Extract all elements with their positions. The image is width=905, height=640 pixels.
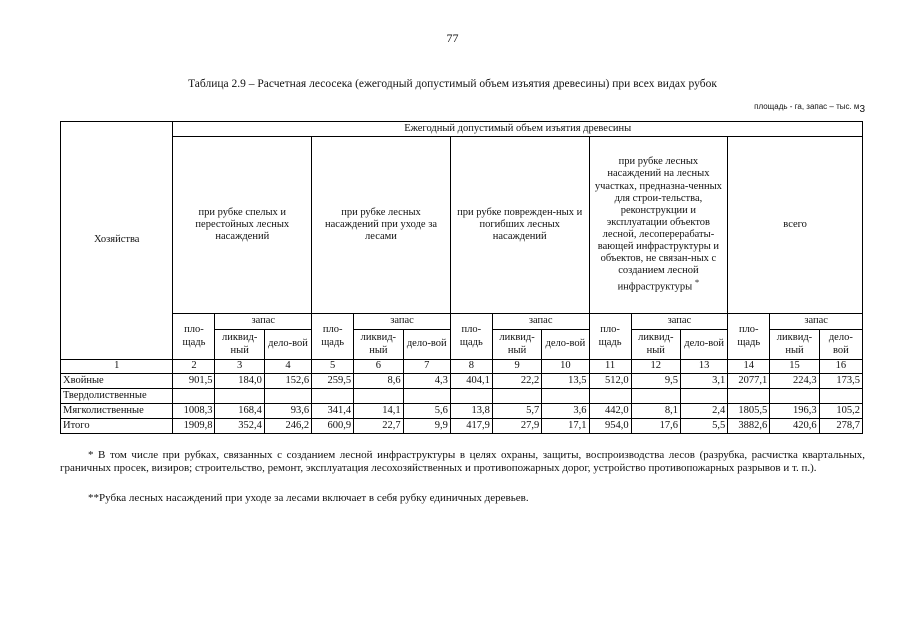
page-number: 77 <box>446 31 459 45</box>
table-cell: 2,4 <box>680 404 727 419</box>
timber-header: дело-вой <box>680 330 727 360</box>
table-cell: 1909,8 <box>173 419 215 434</box>
table-cell: 259,5 <box>312 374 354 389</box>
group-header-infrastructure <box>589 137 728 314</box>
stock-header: запас <box>354 314 451 330</box>
column-number: 9 <box>492 360 541 374</box>
liquid-header: ликвид-ный <box>215 330 264 360</box>
group-header-care: при рубке лесных насаждений при уходе за лесами <box>312 137 451 314</box>
area-header: пло-щадь <box>173 314 215 360</box>
column-number: 12 <box>631 360 680 374</box>
group-header-mature: при рубке спелых и перестойных лесных насаждений <box>173 137 312 314</box>
units-note <box>754 101 865 115</box>
table-cell: 246,2 <box>264 419 311 434</box>
table-cell <box>492 389 541 404</box>
felling-table <box>60 121 863 434</box>
table-cell: 2077,1 <box>728 374 770 389</box>
units-superscript: 3 <box>859 104 865 115</box>
timber-header: дело-вой <box>542 330 589 360</box>
area-header: пло-щадь <box>312 314 354 360</box>
column-number: 15 <box>770 360 819 374</box>
table-cell: 152,6 <box>264 374 311 389</box>
column-number: 14 <box>728 360 770 374</box>
table-cell: 3882,6 <box>728 419 770 434</box>
units-text: площадь - га, запас – тыс. м <box>754 102 860 111</box>
column-number: 2 <box>173 360 215 374</box>
group-header-total: всего <box>728 137 863 314</box>
table-cell: 105,2 <box>819 404 862 419</box>
row-name: Мягколиственные <box>61 404 173 419</box>
table-cell: 1805,5 <box>728 404 770 419</box>
table-cell <box>770 389 819 404</box>
table-cell <box>173 389 215 404</box>
table-cell: 3,1 <box>680 374 727 389</box>
column-number: 10 <box>542 360 589 374</box>
table-cell <box>354 389 403 404</box>
table-cell: 22,2 <box>492 374 541 389</box>
timber-header: дело-вой <box>819 330 862 360</box>
liquid-header: ликвид-ный <box>770 330 819 360</box>
table-cell: 420,6 <box>770 419 819 434</box>
footnote-infrastructure: * В том числе при рубках, связанных с созданием лесной инфраструктуры в целях охраны, защиты, воспроизводства лесов (разрубка, расчистка квартальных, граничных просек, визиров; строительство, ремонт, эксплуатация лесохозяйственных и противопожарных дорог, устройство противопожарных разрывов и т. п.). <box>60 449 865 475</box>
row-name: Итого <box>61 419 173 434</box>
table-cell: 8,1 <box>631 404 680 419</box>
footnote-care: **Рубка лесных насаждений при уходе за лесами включает в себя рубку единичных деревьев. <box>88 492 529 504</box>
table-cell: 1008,3 <box>173 404 215 419</box>
table-cell: 404,1 <box>450 374 492 389</box>
main-header: Ежегодный допустимый объем изъятия древесины <box>173 122 863 137</box>
liquid-header: ликвид-ный <box>492 330 541 360</box>
table-cell: 8,6 <box>354 374 403 389</box>
table-cell: 600,9 <box>312 419 354 434</box>
group-header-damaged: при рубке поврежден-ных и погибших лесных насаждений <box>450 137 589 314</box>
column-number: 1 <box>61 360 173 374</box>
area-header: пло-щадь <box>589 314 631 360</box>
table-cell <box>631 389 680 404</box>
table-cell: 196,3 <box>770 404 819 419</box>
table-cell: 93,6 <box>264 404 311 419</box>
table-cell: 184,0 <box>215 374 264 389</box>
table-cell: 341,4 <box>312 404 354 419</box>
table-cell: 5,5 <box>680 419 727 434</box>
table-cell <box>589 389 631 404</box>
table-cell: 954,0 <box>589 419 631 434</box>
area-header: пло-щадь <box>450 314 492 360</box>
table-cell: 901,5 <box>173 374 215 389</box>
table-cell <box>680 389 727 404</box>
table-cell: 5,6 <box>403 404 450 419</box>
column-number: 11 <box>589 360 631 374</box>
column-number: 6 <box>354 360 403 374</box>
column-number: 7 <box>403 360 450 374</box>
timber-header: дело-вой <box>403 330 450 360</box>
column-number: 4 <box>264 360 311 374</box>
table-cell: 5,7 <box>492 404 541 419</box>
table-row <box>61 404 863 419</box>
row-name: Хвойные <box>61 374 173 389</box>
table-row <box>61 374 863 389</box>
table-cell: 3,6 <box>542 404 589 419</box>
stock-header: запас <box>770 314 863 330</box>
table-caption: Таблица 2.9 – Расчетная лесосека (ежегодный допустимый объем изъятия древесины) при всех видах рубок <box>188 78 717 90</box>
area-header: пло-щадь <box>728 314 770 360</box>
table-cell: 22,7 <box>354 419 403 434</box>
table-cell: 4,3 <box>403 374 450 389</box>
timber-header: дело-вой <box>264 330 311 360</box>
table-cell: 224,3 <box>770 374 819 389</box>
table-cell <box>312 389 354 404</box>
table-cell <box>215 389 264 404</box>
table-cell <box>450 389 492 404</box>
liquid-header: ликвид-ный <box>631 330 680 360</box>
table-cell: 13,5 <box>542 374 589 389</box>
table-cell: 417,9 <box>450 419 492 434</box>
table-cell: 9,9 <box>403 419 450 434</box>
column-number: 13 <box>680 360 727 374</box>
table-row <box>61 419 863 434</box>
stock-header: запас <box>215 314 312 330</box>
column-number: 8 <box>450 360 492 374</box>
liquid-header: ликвид-ный <box>354 330 403 360</box>
table-cell <box>728 389 770 404</box>
table-cell <box>542 389 589 404</box>
column-number: 3 <box>215 360 264 374</box>
table-cell: 442,0 <box>589 404 631 419</box>
stock-header: запас <box>631 314 728 330</box>
table-cell: 13,8 <box>450 404 492 419</box>
farm-header: Хозяйства <box>61 122 173 360</box>
footnote-mark: * <box>694 277 700 288</box>
row-name: Твердолиственные <box>61 389 173 404</box>
table-cell: 17,6 <box>631 419 680 434</box>
table-cell: 173,5 <box>819 374 862 389</box>
column-number: 16 <box>819 360 862 374</box>
table-cell: 278,7 <box>819 419 862 434</box>
table-cell <box>403 389 450 404</box>
table-cell: 512,0 <box>589 374 631 389</box>
stock-header: запас <box>492 314 589 330</box>
table-cell: 14,1 <box>354 404 403 419</box>
table-cell: 168,4 <box>215 404 264 419</box>
column-number-row <box>61 360 863 374</box>
table-cell <box>264 389 311 404</box>
table-cell <box>819 389 862 404</box>
table-cell: 17,1 <box>542 419 589 434</box>
table-cell: 9,5 <box>631 374 680 389</box>
table-cell: 352,4 <box>215 419 264 434</box>
column-number: 5 <box>312 360 354 374</box>
table-cell: 27,9 <box>492 419 541 434</box>
group-header-infrastructure-text: при рубке лесных насаждений на лесных участках, предназна-ченных для строи-тельства, реконструкции и эксплуатации объектов лесной, лесоперерабаты-вающей инфраструктуры и объектов, не связан-ных с созданием лесной инфраструктуры <box>594 156 722 293</box>
table-row <box>61 389 863 404</box>
